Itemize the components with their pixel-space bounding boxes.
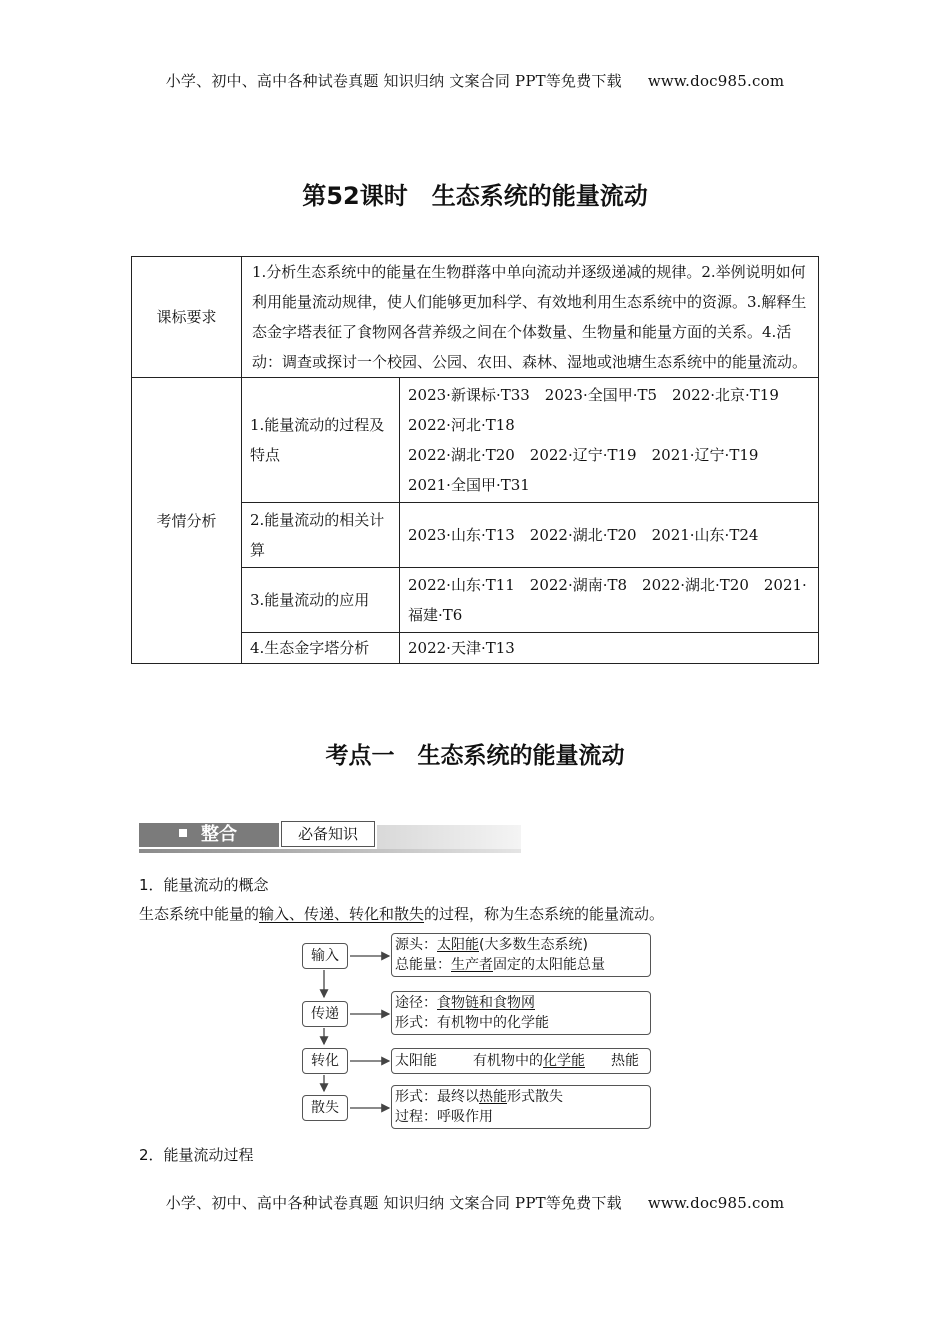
table-row: [132, 257, 819, 378]
lesson-topic: 生态系统的能量流动: [431, 182, 648, 210]
topic-cell: 1.能量流动的过程及特点: [242, 378, 400, 503]
refs-cell: [400, 633, 819, 664]
lesson-number: 第52课时: [302, 182, 408, 210]
section-title: 考点一 生态系统的能量流动: [325, 743, 625, 769]
ref-line: 2022·山东·T11 2022·湖南·T8 2022·湖北·T20 2021·福建·T6: [408, 576, 807, 624]
ref-line: 2022·湖北·T20 2022·辽宁·T19 2021·辽宁·T19: [408, 446, 759, 464]
page-footer: [0, 1192, 950, 1213]
subheading-process: 2．能量流动过程: [139, 1146, 254, 1164]
ref-line: 2022·河北·T18: [408, 416, 515, 434]
page-title: [0, 176, 950, 211]
knowledge-banner: [139, 821, 521, 855]
ref-line: 2022·天津·T13: [408, 639, 515, 657]
underlined-answer: 食物链和食物网: [437, 995, 535, 1011]
underlined-answer: 输入、传递、转化和散失: [259, 905, 425, 923]
refs-cell: [400, 568, 819, 633]
standard-text: 1.分析生态系统中的能量在生物群落中单向流动并逐级递减的规律。2.举例说明如何利用能量流动规律，使人们能够更加科学、有效地利用生态系统中的资源。3.解释生态金字塔表征了食物网各营养级之间在个体数量、生物量和能量方面的关系。4.活动：调查或探讨一个校园、公园、农田、森林、湿地或池塘生态系统中的能量流动。: [242, 257, 819, 378]
refs-cell: [400, 378, 819, 503]
subheading-concept: 1．能量流动的概念: [139, 876, 269, 894]
page-header: [0, 70, 950, 91]
ref-line: 2023·山东·T13 2022·湖北·T20 2021·山东·T24: [408, 526, 759, 544]
banner-dark: [139, 823, 279, 847]
loss-box: 形式：最终以热能形式散失 过程：呼吸作用: [391, 1085, 651, 1129]
requirements-table: [131, 256, 819, 664]
ref-line: 2021·全国甲·T31: [408, 476, 530, 494]
convert-box: 太阳能 有机物中的化学能 热能: [391, 1048, 651, 1074]
ref-line: 2023·新课标·T33 2023·全国甲·T5 2022·北京·T19: [408, 386, 779, 404]
node-convert: 转化: [302, 1048, 348, 1074]
input-box: 源头：太阳能(大多数生态系统) 总能量：生产者固定的太阳能总量: [391, 933, 651, 977]
transfer-box: 途径：食物链和食物网 形式：有机物中的化学能: [391, 991, 651, 1035]
concept-paragraph: 生态系统中能量的输入、传递、转化和散失的过程，称为生态系统的能量流动。: [139, 905, 665, 923]
header-text: 小学、初中、高中各种试卷真题 知识归纳 文案合同 PPT等免费下载: [165, 72, 622, 90]
header-url[interactable]: www.doc985.com: [647, 72, 785, 90]
node-input: 输入: [302, 943, 348, 969]
banner-left-text: 整合: [201, 824, 237, 845]
standard-label: 课标要求: [132, 257, 242, 378]
node-loss: 散失: [302, 1095, 348, 1121]
underlined-answer: 太阳能: [437, 937, 479, 953]
footer-url[interactable]: www.doc985.com: [647, 1194, 785, 1212]
topic-cell: 3.能量流动的应用: [242, 568, 400, 633]
energy-flow-diagram: [290, 930, 660, 1135]
square-bullet-icon: [179, 829, 187, 837]
refs-cell: [400, 503, 819, 568]
node-transfer: 传递: [302, 1001, 348, 1027]
topic-cell: 2.能量流动的相关计算: [242, 503, 400, 568]
underlined-answer: 热能: [479, 1089, 507, 1105]
banner-tag: 必备知识: [281, 821, 375, 847]
topic-cell: 4.生态金字塔分析: [242, 633, 400, 664]
table-row: [132, 378, 819, 503]
underlined-answer: 化学能: [543, 1053, 585, 1069]
analysis-label: 考情分析: [132, 378, 242, 664]
footer-text: 小学、初中、高中各种试卷真题 知识归纳 文案合同 PPT等免费下载: [165, 1194, 622, 1212]
underlined-answer: 生产者: [451, 957, 493, 973]
